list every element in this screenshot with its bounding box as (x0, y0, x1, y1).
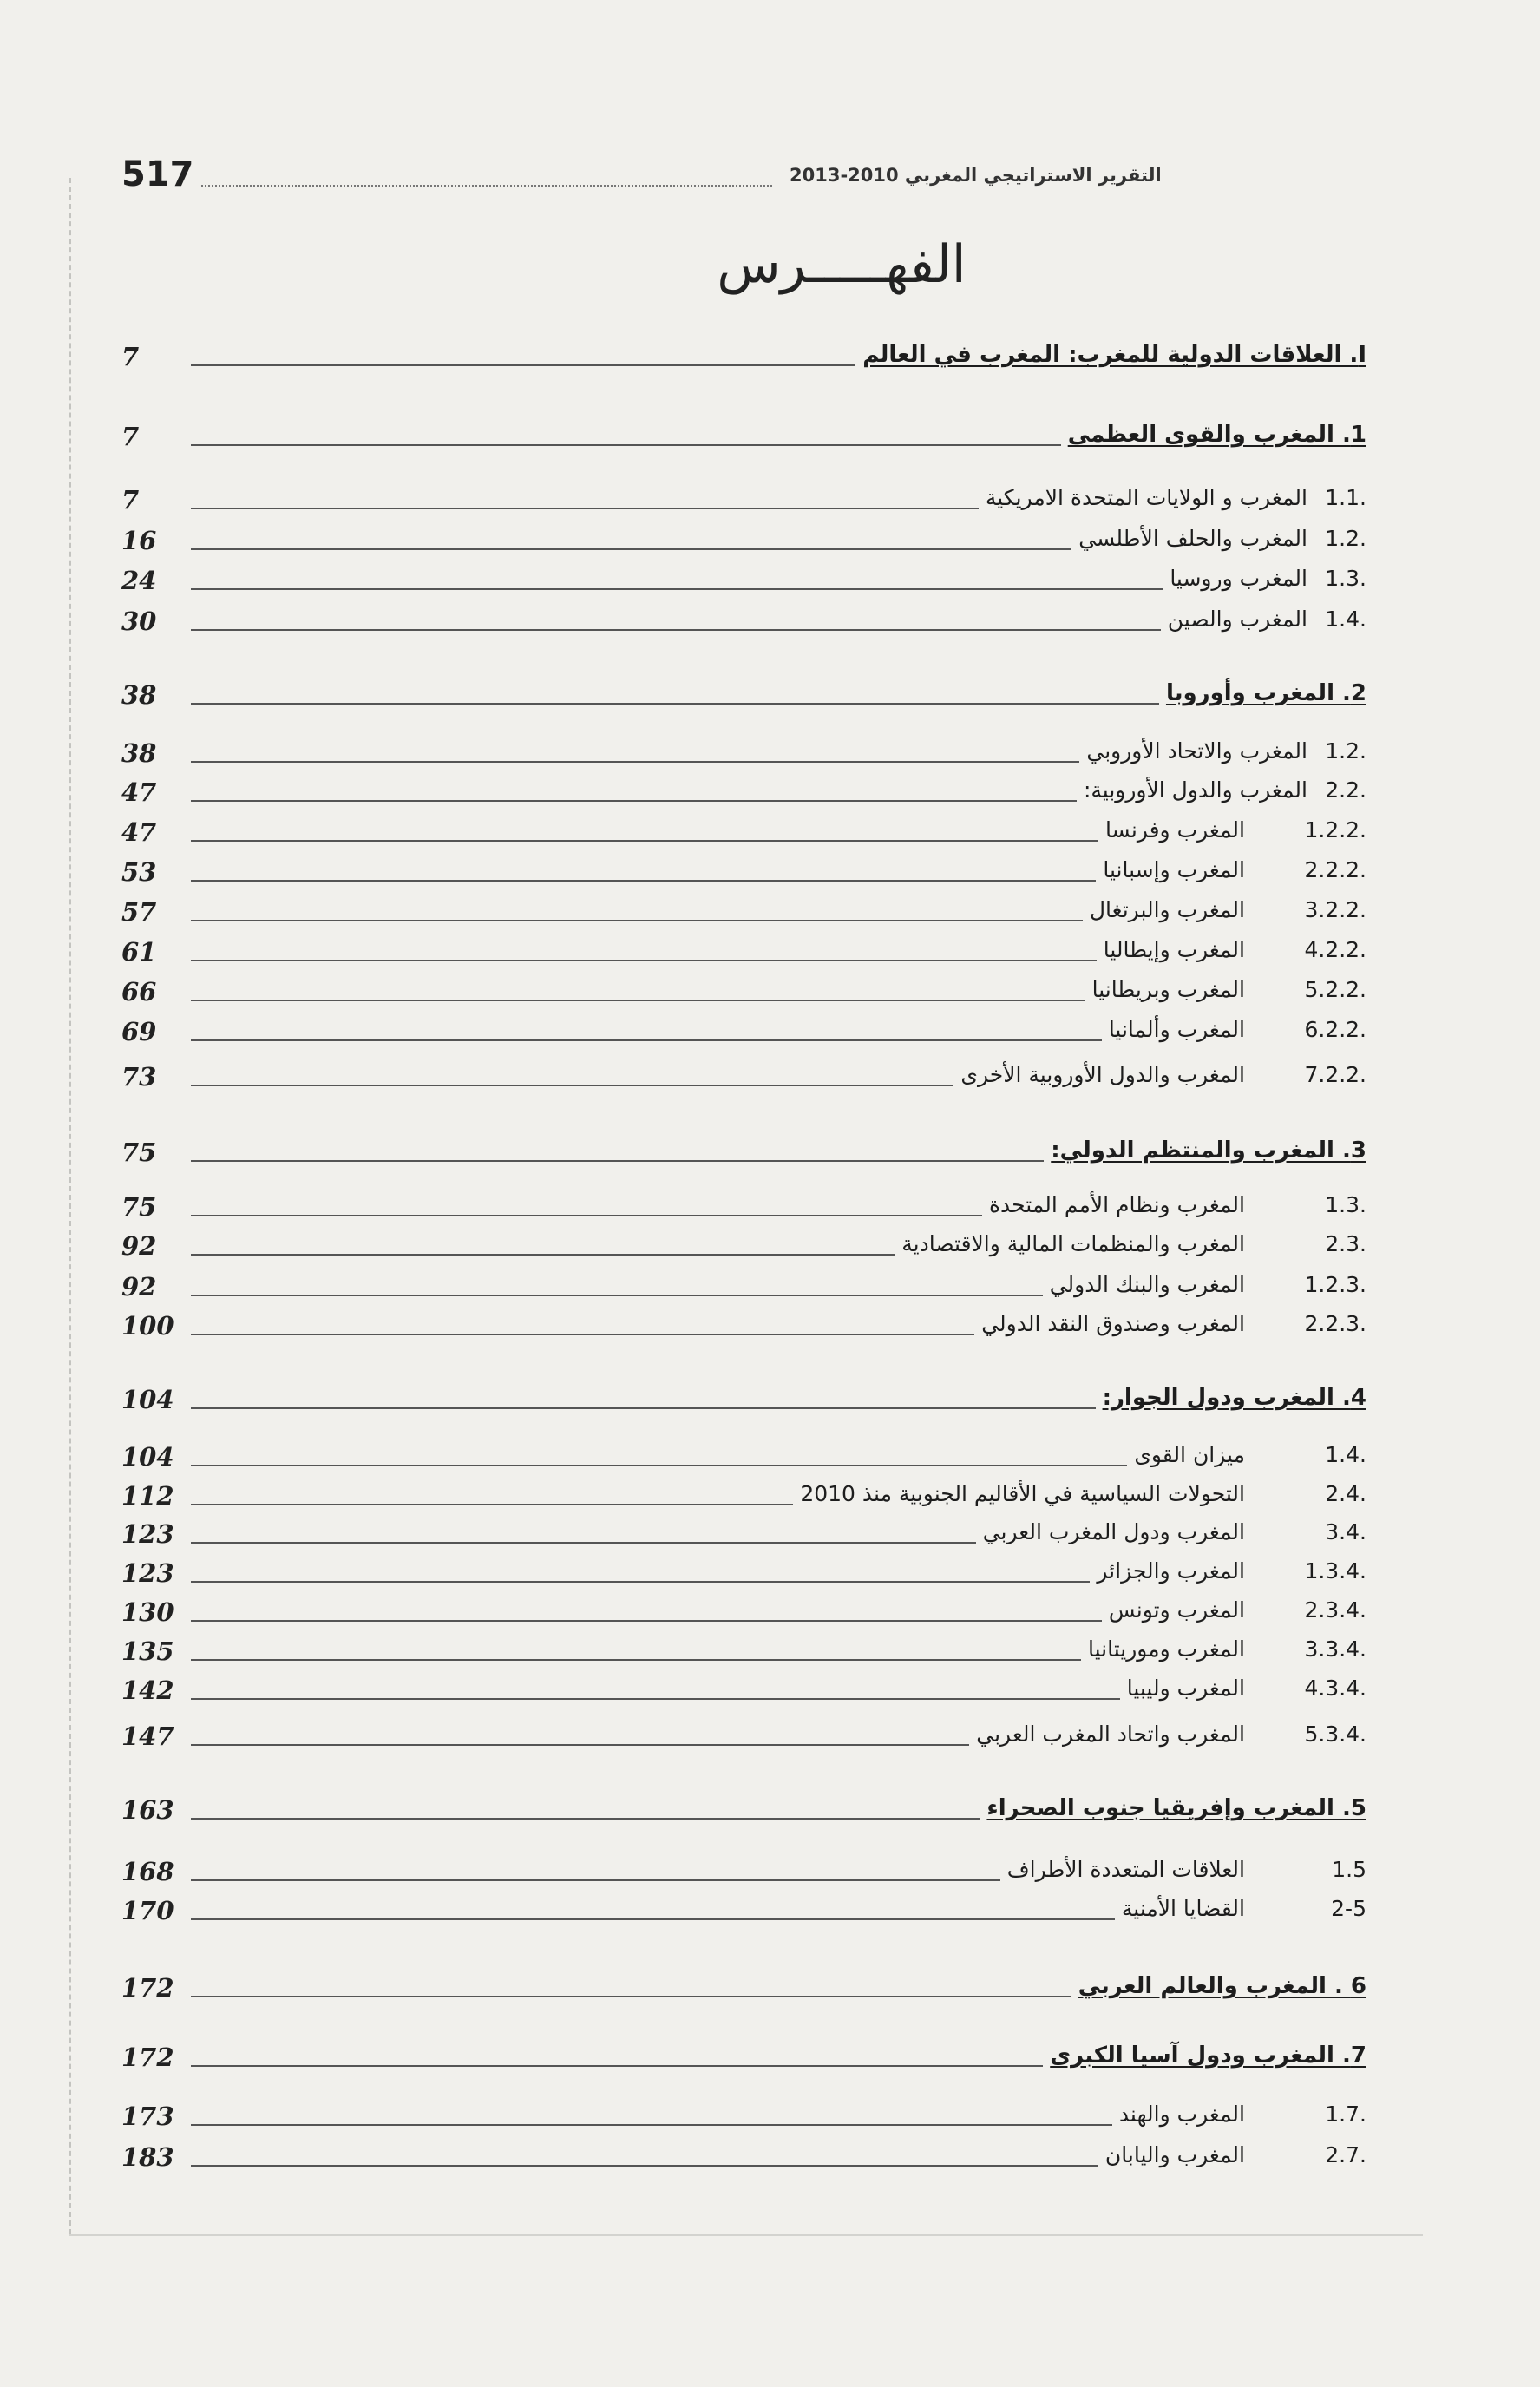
toc-entry[interactable] (121, 562, 1366, 600)
toc-entry-title: ميزان القوى (1134, 1442, 1245, 1467)
toc-entry-number: 1.2. (1325, 526, 1366, 551)
toc-page-number: 173 (121, 2102, 174, 2131)
toc-entry[interactable] (121, 1672, 1366, 1710)
toc-entry-title: المغرب واتحاد المغرب العربي (976, 1721, 1245, 1747)
toc-page-number: 30 (121, 607, 157, 636)
toc-entry[interactable] (121, 1555, 1366, 1593)
toc-leader-line (191, 1215, 982, 1216)
toc-page-number: 123 (121, 1519, 174, 1549)
toc-entry-title: المغرب وإيطاليا (1103, 937, 1245, 962)
toc-entry[interactable] (121, 482, 1366, 520)
toc-entry[interactable] (121, 1189, 1366, 1227)
toc-section-entry[interactable] (121, 2039, 1366, 2077)
toc-entry-number: 1.4. (1325, 607, 1366, 632)
toc-entry[interactable] (121, 1892, 1366, 1931)
toc-leader-line (191, 1744, 969, 1746)
toc-leader-line (191, 800, 1077, 802)
toc-leader-line (191, 840, 1098, 842)
toc-leader-line (191, 1818, 980, 1820)
toc-entry-number: 5.2.2. (1304, 977, 1366, 1002)
toc-section-entry[interactable] (121, 1134, 1366, 1172)
page-title: الفهـــــرس (717, 234, 967, 295)
toc-page-number: 123 (121, 1558, 174, 1588)
toc-entry[interactable] (121, 735, 1366, 773)
toc-leader-line (191, 1160, 1044, 1162)
toc-entry-number: 1.3. (1325, 566, 1366, 591)
toc-page-number: 92 (121, 1231, 157, 1261)
toc-entry-title: المغرب وإسبانيا (1103, 857, 1245, 882)
toc-entry-number: 1.3. (1325, 1192, 1366, 1217)
toc-entry-number: 1.2.2. (1304, 817, 1366, 843)
toc-entry-number: 2.2. (1325, 777, 1366, 803)
toc-entry-number: 1.3.4. (1304, 1558, 1366, 1584)
toc-entry-title: المغرب ونظام الأمم المتحدة (988, 1192, 1245, 1217)
toc-leader-line (191, 880, 1096, 882)
toc-page-number: 57 (121, 897, 157, 927)
toc-leader-line (191, 1000, 1085, 1001)
toc-entry-number: 2-5 (1331, 1896, 1366, 1921)
toc-entry-title: 3. المغرب والمنتظم الدولي: (1051, 1138, 1366, 1164)
toc-entry[interactable] (121, 1516, 1366, 1554)
toc-page-number: 75 (121, 1192, 157, 1222)
toc-entry-title: 2. المغرب وأوروبا (1165, 680, 1366, 706)
toc-page-number: 47 (121, 817, 157, 847)
toc-page-number: 104 (121, 1385, 174, 1414)
toc-leader-line (191, 1254, 895, 1256)
toc-entry[interactable] (121, 1853, 1366, 1892)
toc-entry-title: المغرب وألمانيا (1108, 1017, 1245, 1042)
toc-leader-line (191, 1039, 1102, 1041)
toc-entry-number: 4.3.4. (1304, 1675, 1366, 1701)
toc-page-number: 75 (121, 1138, 157, 1167)
toc-leader-line (191, 1918, 1115, 1920)
toc-entry[interactable] (121, 814, 1366, 852)
toc-entry[interactable] (121, 774, 1366, 812)
toc-entry-title: المغرب وبريطانيا (1091, 977, 1245, 1002)
toc-leader-line (191, 444, 1061, 446)
toc-page-number: 112 (121, 1481, 174, 1511)
toc-page-number: 7 (121, 422, 140, 451)
toc-entry[interactable] (121, 974, 1366, 1012)
toc-page-number: 53 (121, 857, 157, 887)
toc-entry[interactable] (121, 1059, 1366, 1097)
toc-entry-title: المغرب وموريتانيا (1087, 1636, 1245, 1662)
toc-leader-line (191, 703, 1159, 705)
toc-leader-line (191, 1407, 1096, 1409)
toc-entry[interactable] (121, 1269, 1366, 1307)
toc-entry-number: 6.2.2. (1304, 1017, 1366, 1042)
toc-entry-number: 1.2. (1325, 738, 1366, 764)
toc-page-number: 24 (121, 566, 157, 595)
toc-entry-title: 7. المغرب ودول آسيا الكبرى (1050, 2043, 1366, 2069)
toc-entry-number: 1.4. (1325, 1442, 1366, 1467)
toc-entry-title: 4. المغرب ودول الجوار: (1102, 1385, 1366, 1411)
toc-page-number: 66 (121, 977, 157, 1007)
toc-page-number: 61 (121, 937, 157, 967)
toc-page-number: 142 (121, 1675, 174, 1705)
toc-leader-line (191, 588, 1163, 590)
toc-entry[interactable] (121, 1594, 1366, 1632)
toc-leader-line (191, 1581, 1090, 1583)
toc-page-number: 172 (121, 2043, 174, 2072)
toc-entry-title: المغرب والبرتغال (1089, 897, 1245, 922)
toc-entry-title: المغرب والاتحاد الأوروبي (1086, 738, 1307, 764)
toc-page-number: 69 (121, 1017, 157, 1046)
toc-entry-number: 3.3.4. (1304, 1636, 1366, 1662)
toc-leader-line (191, 1085, 953, 1086)
toc-page-number: 135 (121, 1636, 174, 1666)
running-header (121, 154, 1162, 207)
toc-page-number: 92 (121, 1272, 157, 1302)
toc-leader-line (191, 761, 1079, 763)
toc-leader-line (191, 364, 855, 366)
toc-leader-line (191, 2165, 1098, 2167)
toc-page-number: 7 (121, 342, 140, 371)
toc-leader-line (191, 1542, 976, 1544)
toc-page-number: 170 (121, 1896, 174, 1925)
toc-entry-number: 1.5 (1332, 1857, 1366, 1882)
toc-entry-number: 2.2.3. (1304, 1311, 1366, 1336)
toc-entry-title: المغرب و الولايات المتحدة الامريكية (985, 485, 1307, 510)
toc-page-number: 130 (121, 1597, 174, 1627)
toc-entry[interactable] (121, 603, 1366, 641)
toc-leader-line (191, 1295, 1043, 1296)
toc-entry[interactable] (121, 854, 1366, 892)
toc-entry-title: المغرب ودول المغرب العربي (982, 1519, 1245, 1544)
toc-entry-title: المغرب وروسيا (1170, 566, 1307, 591)
toc-entry-title: المغرب والحلف الأطلسي (1078, 526, 1307, 551)
toc-page-number: 147 (121, 1721, 174, 1751)
toc-page-number: 73 (121, 1062, 157, 1092)
toc-entry-title: العلاقات المتعددة الأطراف (1006, 1857, 1245, 1882)
page-number: 517 (121, 154, 194, 194)
toc-page-number: 163 (121, 1795, 174, 1825)
toc-leader-line (191, 1465, 1127, 1466)
toc-leader-line (191, 1504, 793, 1505)
toc-leader-line (191, 629, 1161, 631)
toc-entry-title: المغرب والصين (1167, 607, 1307, 632)
page-frame-left (69, 178, 71, 2234)
toc-entry[interactable] (121, 1228, 1366, 1266)
toc-entry-title: المغرب والهند (1118, 2102, 1245, 2127)
toc-entry-number: 3.2.2. (1304, 897, 1366, 922)
toc-entry-title: 5. المغرب وإفريقيا جنوب الصحراء (986, 1795, 1366, 1821)
toc-entry[interactable] (121, 2139, 1366, 2177)
toc-page-number: 100 (121, 1311, 174, 1341)
toc-page-number: 104 (121, 1442, 174, 1472)
toc-entry-number: 4.2.2. (1304, 937, 1366, 962)
toc-entry[interactable] (121, 894, 1366, 932)
toc-section-entry[interactable] (121, 1792, 1366, 1830)
toc-leader-line (191, 548, 1071, 550)
toc-entry-title: المغرب والجزائر (1097, 1558, 1245, 1584)
toc-section-entry[interactable] (121, 1381, 1366, 1420)
toc-entry[interactable] (121, 1718, 1366, 1756)
toc-entry-number: 2.7. (1325, 2142, 1366, 2167)
toc-entry-number: 5.3.4. (1304, 1721, 1366, 1747)
toc-entry-title: I. العلاقات الدولية للمغرب: المغرب في العالم (862, 342, 1366, 368)
toc-entry-title: المغرب والدول الأوروبية: (1083, 777, 1307, 803)
toc-entry-title: القضايا الأمنية (1121, 1896, 1245, 1921)
toc-leader-line (191, 1698, 1120, 1700)
toc-entry-title: المغرب واليابان (1104, 2142, 1245, 2167)
toc-entry-number: 2.4. (1325, 1481, 1366, 1506)
toc-page-number: 7 (121, 485, 140, 515)
toc-entry[interactable] (121, 1308, 1366, 1346)
toc-leader-line (191, 1879, 1000, 1881)
toc-entry[interactable] (121, 1439, 1366, 1477)
toc-entry-number: 2.3. (1325, 1231, 1366, 1256)
toc-entry[interactable] (121, 1633, 1366, 1671)
toc-leader-line (191, 1659, 1081, 1661)
toc-page-number: 38 (121, 680, 157, 710)
toc-entry-title: التحولات السياسية في الأقاليم الجنوبية منذ 2010 (800, 1481, 1245, 1506)
toc-entry-title: المغرب والمنظمات المالية والاقتصادية (901, 1231, 1245, 1256)
toc-entry-title: المغرب وليبيا (1126, 1675, 1245, 1701)
toc-entry-number: 2.2.2. (1304, 857, 1366, 882)
toc-section-entry[interactable] (121, 677, 1366, 715)
toc-leader-line (191, 1996, 1071, 1997)
toc-entry-title: 1. المغرب والقوى العظمى (1067, 422, 1366, 448)
toc-leader-line (191, 508, 979, 509)
toc-entry-title: المغرب والبنك الدولي (1049, 1272, 1245, 1297)
toc-entry[interactable] (121, 2098, 1366, 2136)
toc-page-number: 38 (121, 738, 157, 768)
toc-entry-title: 6 . المغرب والعالم العربي (1078, 1973, 1366, 1999)
toc-entry-number: 2.3.4. (1304, 1597, 1366, 1623)
toc-entry[interactable] (121, 522, 1366, 561)
toc-leader-line (191, 960, 1097, 961)
toc-entry[interactable] (121, 934, 1366, 972)
toc-entry-number: 7.2.2. (1304, 1062, 1366, 1087)
toc-entry-number: 1.7. (1325, 2102, 1366, 2127)
toc-entry-number: 3.4. (1325, 1519, 1366, 1544)
toc-page-number: 168 (121, 1857, 174, 1886)
toc-section-entry[interactable] (121, 1970, 1366, 2008)
toc-entry-title: المغرب وصندوق النقد الدولي (981, 1311, 1245, 1336)
toc-leader-line (191, 2065, 1043, 2067)
header-rule (201, 185, 772, 187)
toc-leader-line (191, 920, 1083, 921)
toc-section-entry[interactable] (121, 418, 1366, 456)
toc-page-number: 47 (121, 777, 157, 807)
toc-entry-title: المغرب وفرنسا (1104, 817, 1245, 843)
toc-section-entry[interactable] (121, 338, 1366, 377)
page-frame-bottom (69, 2234, 1423, 2236)
toc-entry-number: 1.1. (1325, 485, 1366, 510)
toc-entry-title: المغرب وتونس (1108, 1597, 1245, 1623)
toc-leader-line (191, 2124, 1112, 2126)
toc-entry-number: 1.2.3. (1304, 1272, 1366, 1297)
toc-leader-line (191, 1334, 974, 1335)
toc-leader-line (191, 1620, 1102, 1622)
toc-page-number: 16 (121, 526, 157, 555)
book-title: التقرير الاستراتيجي المغربي 2010-2013 (790, 165, 1162, 186)
toc-entry[interactable] (121, 1478, 1366, 1516)
toc-page-number: 172 (121, 1973, 174, 2003)
toc-entry[interactable] (121, 1013, 1366, 1052)
toc-entry-title: المغرب والدول الأوروبية الأخرى (960, 1062, 1245, 1087)
toc-page-number: 183 (121, 2142, 174, 2172)
